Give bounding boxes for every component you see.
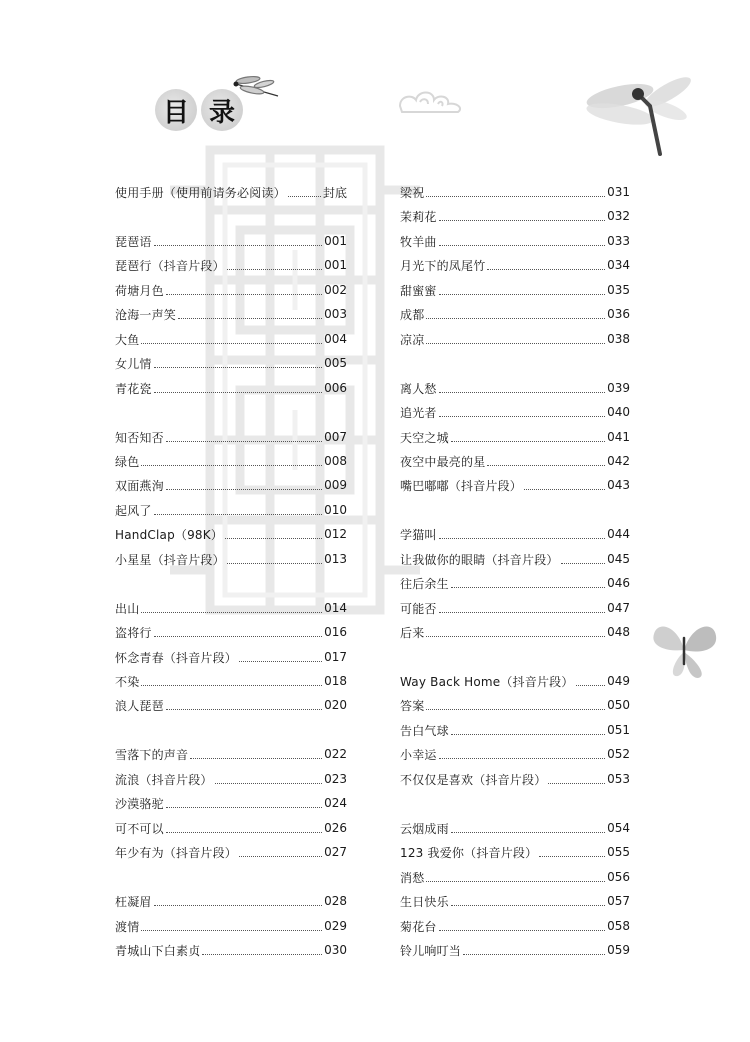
toc-entry-title: 茉莉花: [400, 209, 437, 224]
toc-entry-title: 凉凉: [400, 332, 425, 347]
toc-leader-dots: [576, 684, 606, 686]
toc-entry-page: 013: [324, 552, 347, 566]
toc-leader-dots: [190, 757, 322, 759]
toc-entry: [115, 449, 347, 473]
toc-entry-page: 020: [324, 698, 347, 712]
toc-leader-dots: [141, 929, 322, 931]
toc-entry-page: 026: [324, 821, 347, 835]
toc-entry-title: 往后余生: [400, 576, 449, 591]
toc-entry-page: 038: [607, 332, 630, 346]
toc-entry-title: 渡情: [115, 919, 140, 934]
toc-entry-page: 002: [324, 283, 347, 297]
toc-entry-page: 052: [607, 747, 630, 761]
toc-entry: [115, 376, 347, 400]
toc-entry-page: 017: [324, 650, 347, 664]
toc-entry-title: 可不可以: [115, 821, 164, 836]
toc-leader-dots: [239, 855, 322, 857]
toc-leader-dots: [439, 415, 605, 417]
toc-entry-title: 牧羊曲: [400, 234, 437, 249]
toc-entry-page: 008: [324, 454, 347, 468]
toc-leader-dots: [451, 440, 605, 442]
toc-entry: [400, 180, 630, 204]
toc-leader-dots: [439, 244, 605, 246]
toc-entry: [400, 204, 630, 228]
toc-entry-page: 027: [324, 845, 347, 859]
toc-leader-dots: [166, 806, 322, 808]
toc-entry-page: 045: [607, 552, 630, 566]
toc-entry-page: 029: [324, 919, 347, 933]
toc-entry: [400, 229, 630, 253]
toc-leader-dots: [215, 782, 322, 784]
toc-entry-page: 059: [607, 943, 630, 957]
toc-leader-dots: [439, 929, 605, 931]
toc-entry-title: 知否知否: [115, 430, 164, 445]
toc-entry: [115, 767, 347, 791]
toc-leader-dots: [561, 562, 605, 564]
toc-entry-page: 009: [324, 478, 347, 492]
toc-entry: [400, 620, 630, 644]
toc-leader-dots: [439, 391, 605, 393]
toc-entry-title: 嘴巴嘟嘟（抖音片段）: [400, 478, 523, 493]
toc-entry-page: 040: [607, 405, 630, 419]
toc-entry-page: 044: [607, 527, 630, 541]
title-char-2: 录: [201, 89, 243, 131]
toc-entry: [115, 547, 347, 571]
toc-leader-dots: [463, 953, 605, 955]
toc-entry-title: 云烟成雨: [400, 821, 449, 836]
toc-entry-title: 琵琶行（抖音片段）: [115, 258, 225, 273]
toc-entry: [400, 767, 630, 791]
toc-entry-title: 生日快乐: [400, 894, 449, 909]
toc-entry-page: 007: [324, 430, 347, 444]
toc-entry-title: 流浪（抖音片段）: [115, 772, 213, 787]
toc-entry: [400, 278, 630, 302]
toc-entry-title: 月光下的凤尾竹: [400, 258, 486, 273]
toc-leader-dots: [166, 488, 322, 490]
toc-entry-title: 女儿情: [115, 356, 152, 371]
toc-entry: [400, 840, 630, 864]
toc-leader-dots: [154, 635, 322, 637]
toc-entry: [400, 596, 630, 620]
toc-entry-page: 023: [324, 772, 347, 786]
toc-leader-dots: [451, 904, 605, 906]
toc-entry-page: 封底: [322, 185, 347, 200]
toc-entry: [400, 914, 630, 938]
toc-entry: [115, 522, 347, 546]
toc-entry-title: 学猫叫: [400, 527, 437, 542]
toc-leader-dots: [141, 342, 322, 344]
toc-entry-page: 041: [607, 430, 630, 444]
toc-entry-page: 005: [324, 356, 347, 370]
toc-entry: [115, 938, 347, 962]
toc-entry: [115, 351, 347, 375]
toc-entry-page: 053: [607, 772, 630, 786]
toc-leader-dots: [451, 733, 605, 735]
toc-entry: [400, 693, 630, 717]
toc-entry: [400, 376, 630, 400]
toc-entry-page: 016: [324, 625, 347, 639]
toc-entry-page: 058: [607, 919, 630, 933]
toc-leader-dots: [439, 537, 605, 539]
toc-entry-title: 双面燕洵: [115, 478, 164, 493]
toc-entry-title: 菊花台: [400, 919, 437, 934]
toc-entry-page: 022: [324, 747, 347, 761]
dragonfly-icon: [228, 74, 284, 106]
toc-entry-page: 046: [607, 576, 630, 590]
toc-entry-page: 031: [607, 185, 630, 199]
toc-leader-dots: [548, 782, 605, 784]
toc-entry-title: 铃儿响叮当: [400, 943, 462, 958]
toc-entry-title: HandClap（98K）: [115, 527, 224, 542]
toc-leader-dots: [154, 366, 322, 368]
toc-entry-page: 006: [324, 381, 347, 395]
toc-entry-title: 离人愁: [400, 381, 437, 396]
toc-leader-dots: [227, 562, 322, 564]
toc-entry-title: 年少有为（抖音片段）: [115, 845, 238, 860]
toc-entry: [115, 596, 347, 620]
toc-leader-dots: [288, 195, 321, 197]
toc-entry: [115, 229, 347, 253]
toc-entry: [400, 718, 630, 742]
toc-entry-page: 057: [607, 894, 630, 908]
toc-leader-dots: [439, 219, 605, 221]
toc-entry-page: 039: [607, 381, 630, 395]
toc-entry-page: 051: [607, 723, 630, 737]
toc-entry: [115, 278, 347, 302]
toc-entry: [115, 889, 347, 913]
toc-entry-title: 让我做你的眼睛（抖音片段）: [400, 552, 559, 567]
toc-leader-dots: [426, 342, 605, 344]
toc-leader-dots: [166, 831, 322, 833]
toc-leader-dots: [524, 488, 605, 490]
toc-entry: [115, 473, 347, 497]
toc-leader-dots: [154, 513, 322, 515]
toc-leader-dots: [439, 293, 605, 295]
toc-leader-dots: [154, 391, 322, 393]
toc-entry-title: 天空之城: [400, 430, 449, 445]
toc-entry-page: 043: [607, 478, 630, 492]
toc-entry-title: 盗将行: [115, 625, 152, 640]
toc-entry-page: 042: [607, 454, 630, 468]
toc-entry-page: 048: [607, 625, 630, 639]
toc-entry-title: 雪落下的声音: [115, 747, 189, 762]
toc-entry: [400, 938, 630, 962]
toc-entry: [400, 473, 630, 497]
toc-entry-page: 028: [324, 894, 347, 908]
title-char-1: 目: [155, 89, 197, 131]
toc-entry: [400, 425, 630, 449]
toc-entry: [400, 669, 630, 693]
toc-entry-page: 034: [607, 258, 630, 272]
toc-entry: [400, 400, 630, 424]
toc-entry: [400, 865, 630, 889]
toc-entry: [115, 498, 347, 522]
toc-entry: [400, 547, 630, 571]
toc-entry-page: 054: [607, 821, 630, 835]
toc-entry-page: 001: [324, 234, 347, 248]
toc-entry-page: 024: [324, 796, 347, 810]
toc-entry-title: 不染: [115, 674, 140, 689]
toc-leader-dots: [225, 537, 322, 539]
toc-entry: [115, 816, 347, 840]
toc-entry-page: 032: [607, 209, 630, 223]
toc-entry-title: 出山: [115, 601, 140, 616]
toc-entry-page: 018: [324, 674, 347, 688]
toc-entry-title: 可能否: [400, 601, 437, 616]
toc-leader-dots: [227, 268, 322, 270]
toc-entry: [115, 914, 347, 938]
toc-entry-page: 004: [324, 332, 347, 346]
toc-entry-page: 035: [607, 283, 630, 297]
toc-leader-dots: [539, 855, 605, 857]
toc-entry: [115, 669, 347, 693]
toc-leader-dots: [426, 317, 605, 319]
toc-entry: [115, 253, 347, 277]
toc-entry-title: 答案: [400, 698, 425, 713]
toc-leader-dots: [487, 464, 605, 466]
toc-leader-dots: [487, 268, 605, 270]
toc-leader-dots: [451, 586, 605, 588]
toc-entry: [115, 742, 347, 766]
toc-entry-title: 使用手册（使用前请务必阅读）: [115, 185, 286, 200]
toc-entry-page: 014: [324, 601, 347, 615]
toc-entry: [400, 522, 630, 546]
toc-entry-page: 030: [324, 943, 347, 957]
toc-entry-title: 消愁: [400, 870, 425, 885]
toc-entry-page: 050: [607, 698, 630, 712]
toc-entry-title: 荷塘月色: [115, 283, 164, 298]
toc-entry: [400, 449, 630, 473]
toc-entry-title: 甜蜜蜜: [400, 283, 437, 298]
toc-entry: [400, 571, 630, 595]
toc-entry-page: 056: [607, 870, 630, 884]
toc-entry-title: 不仅仅是喜欢（抖音片段）: [400, 772, 547, 787]
toc-entry-title: 后来: [400, 625, 425, 640]
toc-entry-page: 033: [607, 234, 630, 248]
toc-leader-dots: [426, 880, 605, 882]
toc-entry: [400, 742, 630, 766]
toc-leader-dots: [439, 611, 605, 613]
toc-leader-dots: [166, 708, 322, 710]
toc-entry: [115, 327, 347, 351]
toc-entry-title: 夜空中最亮的星: [400, 454, 486, 469]
toc-entry-title: 青城山下白素贞: [115, 943, 201, 958]
toc-leader-dots: [426, 635, 605, 637]
toc-entry-title: 怀念青春（抖音片段）: [115, 650, 238, 665]
toc-entry-title: 123 我爱你（抖音片段）: [400, 845, 538, 860]
toc-entry-title: 青花瓷: [115, 381, 152, 396]
toc-entry-title: 枉凝眉: [115, 894, 152, 909]
toc-leader-dots: [166, 440, 322, 442]
toc-entry-page: 003: [324, 307, 347, 321]
toc-leader-dots: [166, 293, 322, 295]
toc-leader-dots: [239, 660, 322, 662]
toc-entry-page: 012: [324, 527, 347, 541]
toc-entry: [115, 302, 347, 326]
toc-leader-dots: [426, 195, 605, 197]
dragonfly-large-icon: [580, 66, 700, 161]
toc-entry-page: 010: [324, 503, 347, 517]
toc-entry-title: 大鱼: [115, 332, 140, 347]
toc-leader-dots: [154, 244, 322, 246]
toc-entry: [400, 889, 630, 913]
toc-entry: [400, 253, 630, 277]
toc-entry: [115, 645, 347, 669]
toc-entry-title: Way Back Home（抖音片段）: [400, 674, 574, 689]
toc-entry-title: 梁祝: [400, 185, 425, 200]
toc-entry-page: 036: [607, 307, 630, 321]
toc-leader-dots: [426, 708, 605, 710]
toc-leader-dots: [451, 831, 605, 833]
toc-entry-title: 沧海一声笑: [115, 307, 177, 322]
toc-entry-title: 沙漠骆驼: [115, 796, 164, 811]
toc-entry-title: 浪人琵琶: [115, 698, 164, 713]
toc-entry: [115, 620, 347, 644]
toc-entry-page: 001: [324, 258, 347, 272]
toc-entry: [115, 693, 347, 717]
toc-leader-dots: [154, 904, 322, 906]
toc-leader-dots: [141, 684, 322, 686]
toc-leader-dots: [178, 317, 322, 319]
toc-entry-title: 琵琶语: [115, 234, 152, 249]
toc-entry-title: 起风了: [115, 503, 152, 518]
toc-entry-title: 绿色: [115, 454, 140, 469]
toc-entry-title: 告白气球: [400, 723, 449, 738]
toc-entry: [400, 302, 630, 326]
toc-entry-title: 小星星（抖音片段）: [115, 552, 225, 567]
toc-entry: [115, 791, 347, 815]
toc-entry-page: 049: [607, 674, 630, 688]
butterfly-icon: [648, 620, 720, 682]
toc-leader-dots: [202, 953, 322, 955]
toc-leader-dots: [141, 611, 322, 613]
toc-entry: [115, 180, 347, 204]
toc-leader-dots: [439, 757, 605, 759]
toc-entry-page: 047: [607, 601, 630, 615]
toc-entry: [115, 425, 347, 449]
toc-entry-title: 小幸运: [400, 747, 437, 762]
toc-entry: [115, 840, 347, 864]
toc-entry-title: 成都: [400, 307, 425, 322]
cloud-icon: [396, 82, 468, 118]
toc-leader-dots: [141, 464, 322, 466]
toc-entry: [400, 327, 630, 351]
toc-entry-page: 055: [607, 845, 630, 859]
toc-entry: [400, 816, 630, 840]
toc-entry-title: 追光者: [400, 405, 437, 420]
